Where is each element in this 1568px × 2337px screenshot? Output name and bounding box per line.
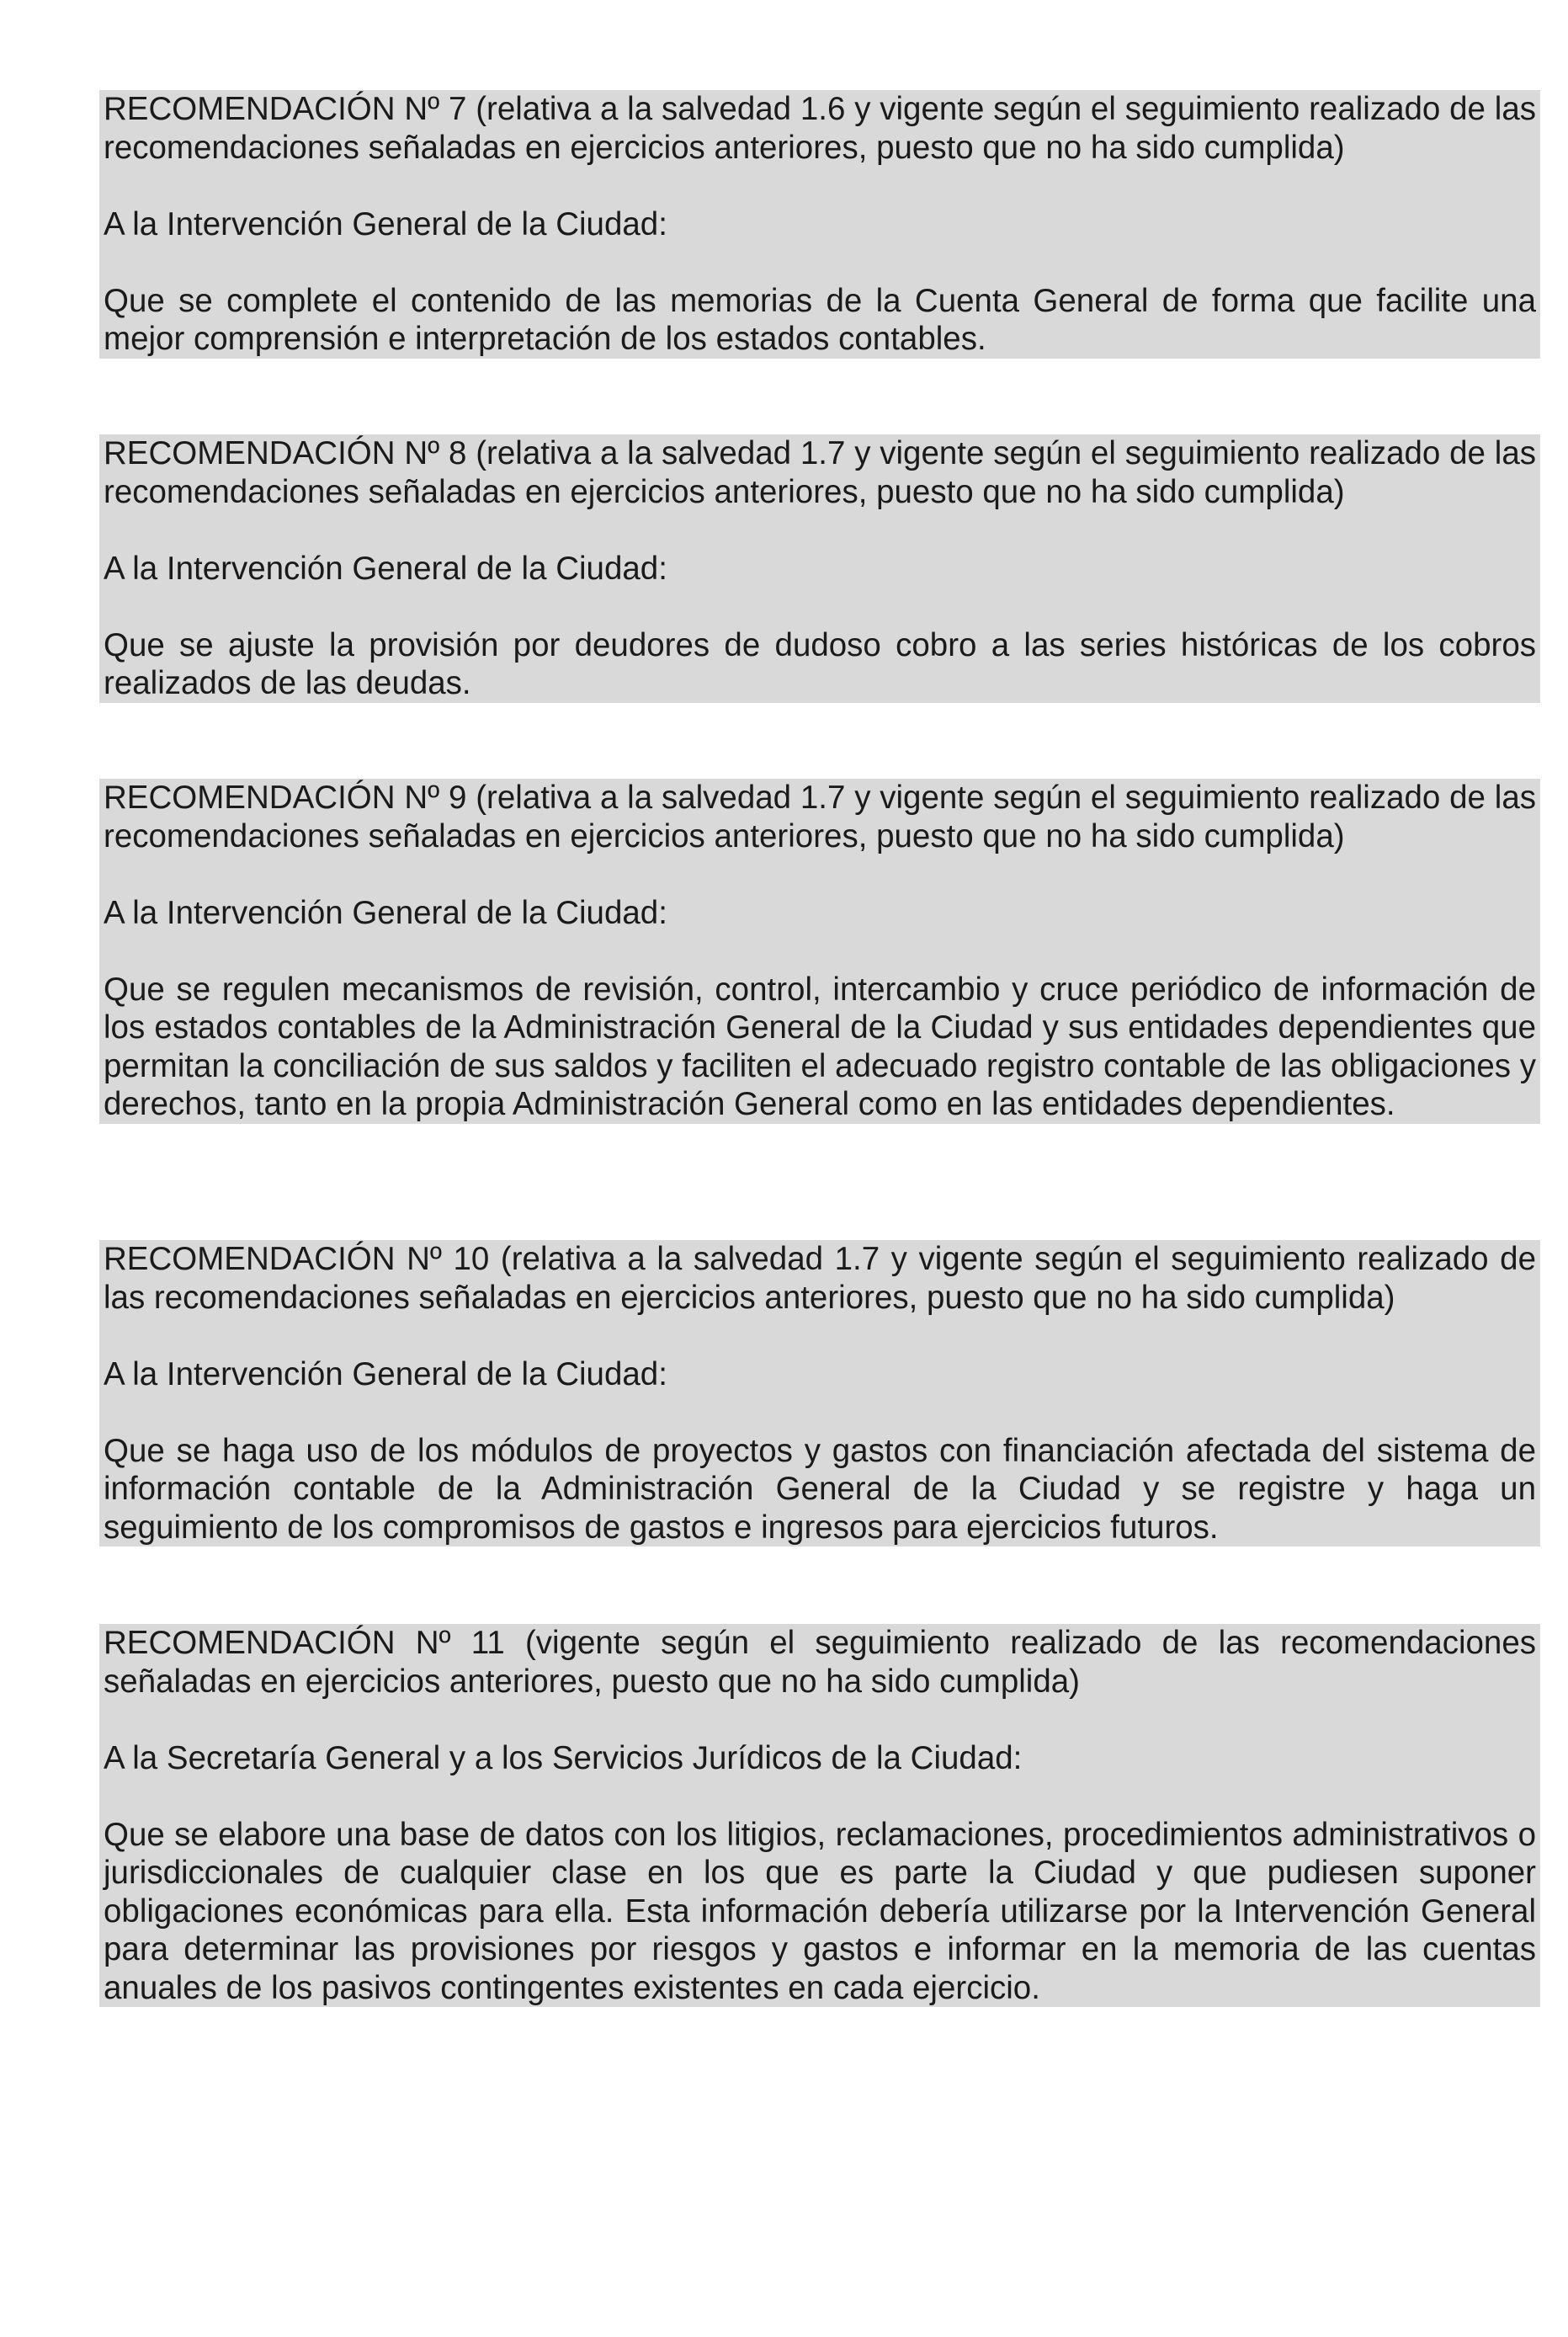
- recommendation-11: [99, 1624, 1540, 2007]
- recommendation-text: Que se complete el contenido de las memorias de la Cuenta General de forma que facilite una mejor comprensión e interpretación de los estados contables.: [104, 282, 1536, 357]
- recommendation-addressee: A la Intervención General de la Ciudad:: [104, 205, 667, 242]
- recommendation-heading: RECOMENDACIÓN Nº 9 (relativa a la salvedad 1.7 y vigente según el seguimiento realizado de las recomendaciones señaladas en ejercicios anteriores, puesto que no ha sido cumplida): [104, 780, 1536, 854]
- recommendation-9: [99, 779, 1540, 1124]
- recommendation-8: [99, 434, 1540, 703]
- recommendation-text: Que se regulen mecanismos de revisión, control, intercambio y cruce periódico de información de los estados contables de la Administración General de la Ciudad y sus entidades dependientes que permitan la conciliación de sus saldos y faciliten el adecuado registro contable de las obligaciones y derechos, tanto en la propia Administración General como en las entidades dependientes.: [104, 971, 1536, 1122]
- recommendation-addressee: A la Intervención General de la Ciudad:: [104, 550, 667, 587]
- recommendation-heading: RECOMENDACIÓN Nº 7 (relativa a la salvedad 1.6 y vigente según el seguimiento realizado de las recomendaciones señaladas en ejercicios anteriores, puesto que no ha sido cumplida): [104, 91, 1536, 166]
- recommendation-addressee: A la Intervención General de la Ciudad:: [104, 894, 667, 931]
- recommendation-heading: RECOMENDACIÓN Nº 11 (vigente según el seguimiento realizado de las recomendaciones señaladas en ejercicios anteriores, puesto que no ha sido cumplida): [104, 1625, 1536, 1700]
- recommendation-text: Que se ajuste la provisión por deudores de dudoso cobro a las series históricas de los cobros realizados de las deudas.: [104, 626, 1536, 701]
- recommendation-10: [99, 1240, 1540, 1546]
- recommendation-addressee: A la Intervención General de la Ciudad:: [104, 1355, 667, 1392]
- recommendation-addressee: A la Secretaría General y a los Servicios Jurídicos de la Ciudad:: [104, 1739, 1023, 1776]
- recommendation-text: Que se elabore una base de datos con los litigios, reclamaciones, procedimientos administrativos o jurisdiccionales de cualquier clase en los que es parte la Ciudad y que pudiesen suponer obligaciones económicas para ella. Esta información debería utilizarse por la Intervención General para determinar las provisiones por riesgos y gastos e informar en la memoria de las cuentas anuales de los pasivos contingentes existentes en cada ejercicio.: [104, 1816, 1536, 2006]
- recommendation-heading: RECOMENDACIÓN Nº 10 (relativa a la salvedad 1.7 y vigente según el seguimiento realizado de las recomendaciones señaladas en ejercicios anteriores, puesto que no ha sido cumplida): [104, 1241, 1536, 1316]
- recommendation-text: Que se haga uso de los módulos de proyectos y gastos con financiación afectada del sistema de información contable de la Administración General de la Ciudad y se registre y haga un seguimiento de los compromisos de gastos e ingresos para ejercicios futuros.: [104, 1432, 1536, 1546]
- recommendation-7: [99, 90, 1540, 359]
- recommendation-heading: RECOMENDACIÓN Nº 8 (relativa a la salvedad 1.7 y vigente según el seguimiento realizado de las recomendaciones señaladas en ejercicios anteriores, puesto que no ha sido cumplida): [104, 435, 1536, 510]
